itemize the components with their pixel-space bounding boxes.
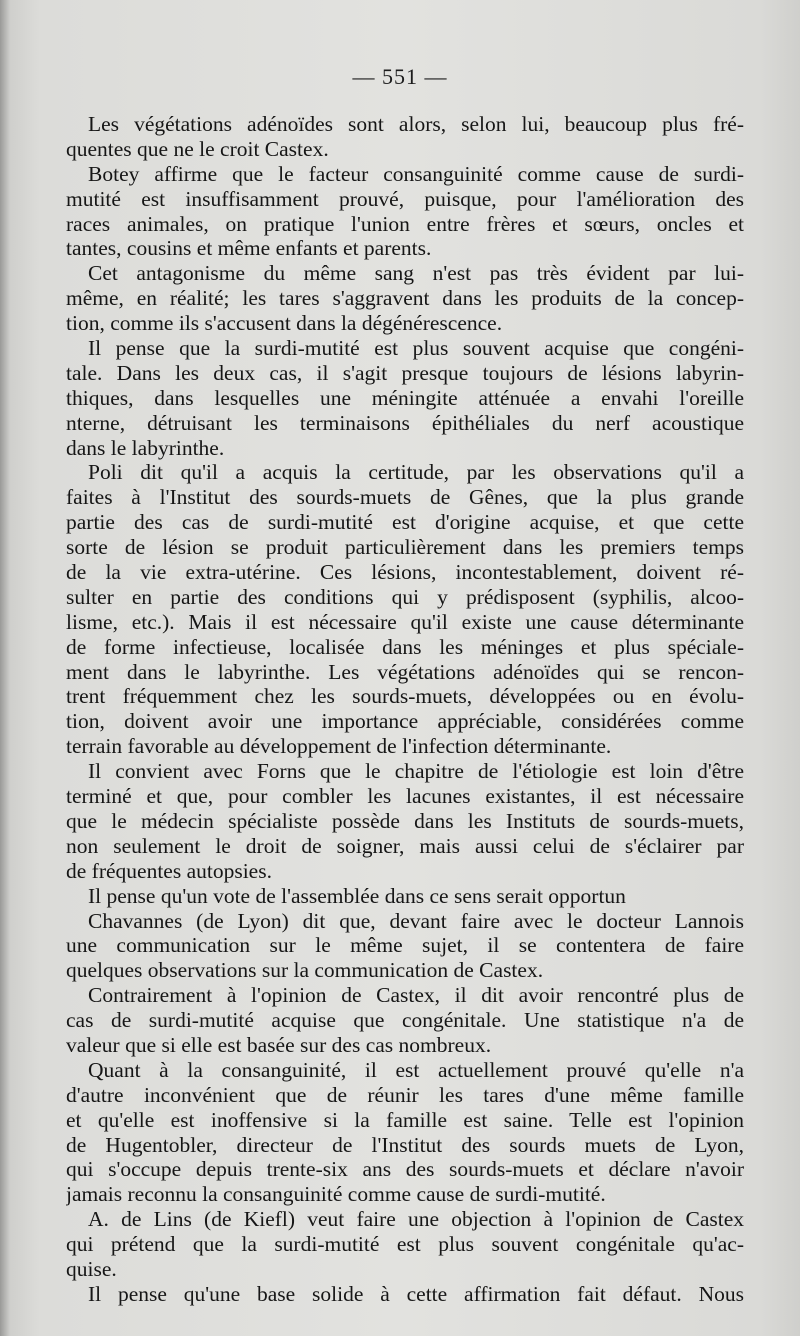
text-line: races animales, on pratique l'union entre frères et sœurs, oncles et [66,211,744,236]
text-line: de fréquentes autopsies. [66,858,272,883]
text-line: terrain favorable au développement de l'infection déterminante. [66,734,612,759]
text-line: terminé et que, pour combler les lacunes existantes, il est nécessaire [66,784,744,809]
text-line: faites à l'Institut des sourds-muets de Gênes, que la plus grande [66,485,744,510]
text-line: Il convient avec Forns que le chapitre de l'étiologie est loin d'être [88,759,744,784]
body-text [66,112,744,1307]
text-line: et qu'elle est inoffensive si la famille est saine. Telle est l'opinion [66,1107,744,1132]
text-line: trent fréquemment chez les sourds-muets, développées ou en évolu- [66,684,744,709]
text-line: mutité est insuffisamment prouvé, puisque, pour l'amélioration des [66,186,744,211]
text-line: dans le labyrinthe. [66,435,225,460]
text-line: lisme, etc.). Mais il est nécessaire qu'il existe une cause déterminante [66,609,744,634]
text-line: qui prétend que la surdi-mutité est plus souvent congénitale qu'ac- [66,1232,744,1257]
text-line: Contrairement à l'opinion de Castex, il dit avoir rencontré plus de [88,983,744,1008]
text-line: valeur que si elle est basée sur des cas nombreux. [66,1032,492,1057]
text-line: quentes que ne le croit Castex. [66,136,329,161]
text-line: Botey affirme que le facteur consanguinité comme cause de surdi- [88,161,744,186]
text-line: de forme infectieuse, localisée dans les méninges et plus spéciale- [66,634,744,659]
text-line: sulter en partie des conditions qui y prédisposent (syphilis, alcoo- [66,584,744,609]
text-line: Cet antagonisme du même sang n'est pas très évident par lui- [88,261,744,286]
text-line: thiques, dans lesquelles une méningite atténuée a envahi l'oreille [66,385,744,410]
text-line: Il pense que la surdi-mutité est plus souvent acquise que congéni- [88,336,744,361]
text-line: de la vie extra-utérine. Ces lésions, incontestablement, doivent ré- [66,560,744,585]
text-line: tion, comme ils s'accusent dans la dégénérescence. [66,311,503,336]
text-line: d'autre inconvénient que de réunir les tares d'une même famille [66,1082,744,1107]
text-line: Il pense qu'une base solide à cette affirmation fait défaut. Nous [88,1281,744,1306]
text-line: nterne, détruisant les terminaisons épithéliales du nerf acoustique [66,410,744,435]
text-line: Chavannes (de Lyon) dit que, devant faire avec le docteur Lannois [88,908,744,933]
text-line: tale. Dans les deux cas, il s'agit presque toujours de lésions labyrin- [66,360,744,385]
text-line: Poli dit qu'il a acquis la certitude, par les observations qu'il a [88,460,744,485]
page-number: — 551 — [352,64,448,89]
text-line: quise. [66,1256,117,1281]
text-line: quelques observations sur la communication de Castex. [66,958,544,983]
text-line: non seulement le droit de soigner, mais aussi celui de s'éclairer par [66,833,744,858]
text-line: Les végétations adénoïdes sont alors, selon lui, beaucoup plus fré- [88,112,744,136]
text-line: sorte de lésion se produit particulièrement dans les premiers temps [66,535,744,560]
text-line: A. de Lins (de Kiefl) veut faire une objection à l'opinion de Castex [88,1207,744,1232]
text-line: jamais reconnu la consanguinité comme cause de surdi-mutité. [66,1182,606,1207]
text-line: Il pense qu'un vote de l'assemblée dans ce sens serait opportun [88,883,626,908]
text-line: que le médecin spécialiste possède dans les Instituts de sourds-muets, [66,808,744,833]
text-line: tion, doivent avoir une importance appréciable, considérées comme [66,709,744,734]
text-line: tantes, cousins et même enfants et parents. [66,236,432,261]
text-line: qui s'occupe depuis trente-six ans des sourds-muets et déclare n'avoir [66,1157,744,1182]
text-line: Quant à la consanguinité, il est actuellement prouvé qu'elle n'a [88,1057,744,1082]
text-line: partie des cas de surdi-mutité est d'origine acquise, et que cette [66,510,744,535]
text-line: même, en réalité; les tares s'aggravent dans les produits de la concep- [66,286,744,311]
text-line: ment dans le labyrinthe. Les végétations adénoïdes qui se rencon- [66,659,744,684]
text-line: de Hugentobler, directeur de l'Institut des sourds muets de Lyon, [66,1132,744,1157]
text-line: cas de surdi-mutité acquise que congénitale. Une statistique n'a de [66,1008,744,1033]
text-line: une communication sur le même sujet, il se contentera de faire [66,933,744,958]
